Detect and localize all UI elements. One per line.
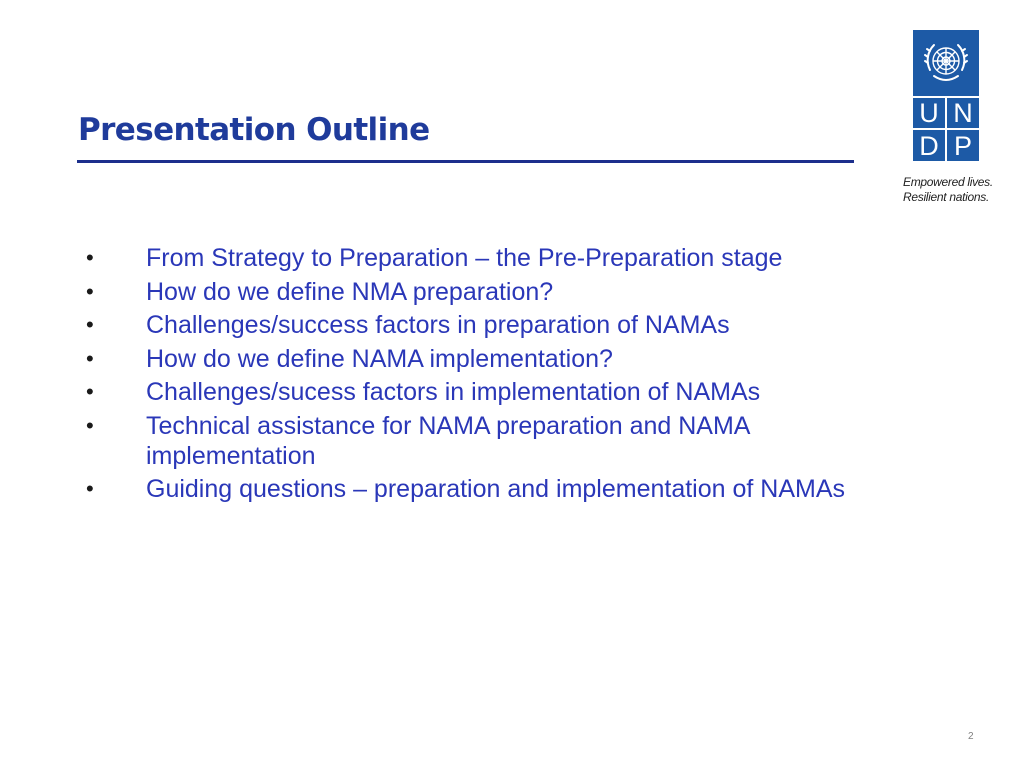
outline-item-text: Challenges/success factors in preparation of NAMAs — [146, 311, 730, 339]
bullet-marker: • — [86, 245, 94, 270]
un-emblem-icon — [913, 30, 979, 96]
outline-item — [0, 474, 846, 504]
logo-letter-u: U — [919, 98, 939, 128]
tagline-line-1: Empowered lives. — [903, 175, 993, 189]
outline-item — [0, 411, 846, 471]
undp-logo — [913, 30, 979, 161]
logo-letter-n: N — [953, 98, 973, 128]
title-underline — [77, 160, 854, 163]
tagline-line-2: Resilient nations. — [903, 190, 989, 204]
page-number: 2 — [968, 731, 974, 742]
outline-item-text: How do we define NAMA implementation? — [146, 344, 613, 373]
bullet-marker: • — [86, 345, 94, 371]
bullet-marker: • — [86, 412, 94, 438]
outline-item-text: Challenges/sucess factors in implementation of NAMAs — [146, 378, 761, 406]
outline-item-text: How do we define NMA preparation? — [146, 277, 554, 306]
undp-tagline — [903, 175, 993, 205]
bullet-marker: • — [86, 476, 94, 501]
outline-item-text: Guiding questions – preparation and implementation of NAMAs — [146, 475, 846, 503]
bullet-marker: • — [86, 379, 94, 404]
logo-letter-p: P — [953, 131, 972, 161]
bullet-marker: • — [86, 312, 94, 337]
outline-item — [0, 377, 846, 407]
logo-letter-d: D — [919, 131, 939, 161]
outline-item — [0, 310, 846, 340]
outline-item — [0, 277, 846, 307]
outline-list — [0, 243, 846, 508]
slide-title: Presentation Outline — [78, 112, 430, 148]
bullet-marker: • — [86, 278, 94, 304]
outline-item — [0, 344, 846, 374]
outline-item — [0, 243, 846, 273]
outline-item-text: Technical assistance for NAMA preparation and NAMA implementation — [146, 411, 750, 470]
outline-item-text: From Strategy to Preparation – the Pre-Preparation stage — [146, 244, 783, 272]
